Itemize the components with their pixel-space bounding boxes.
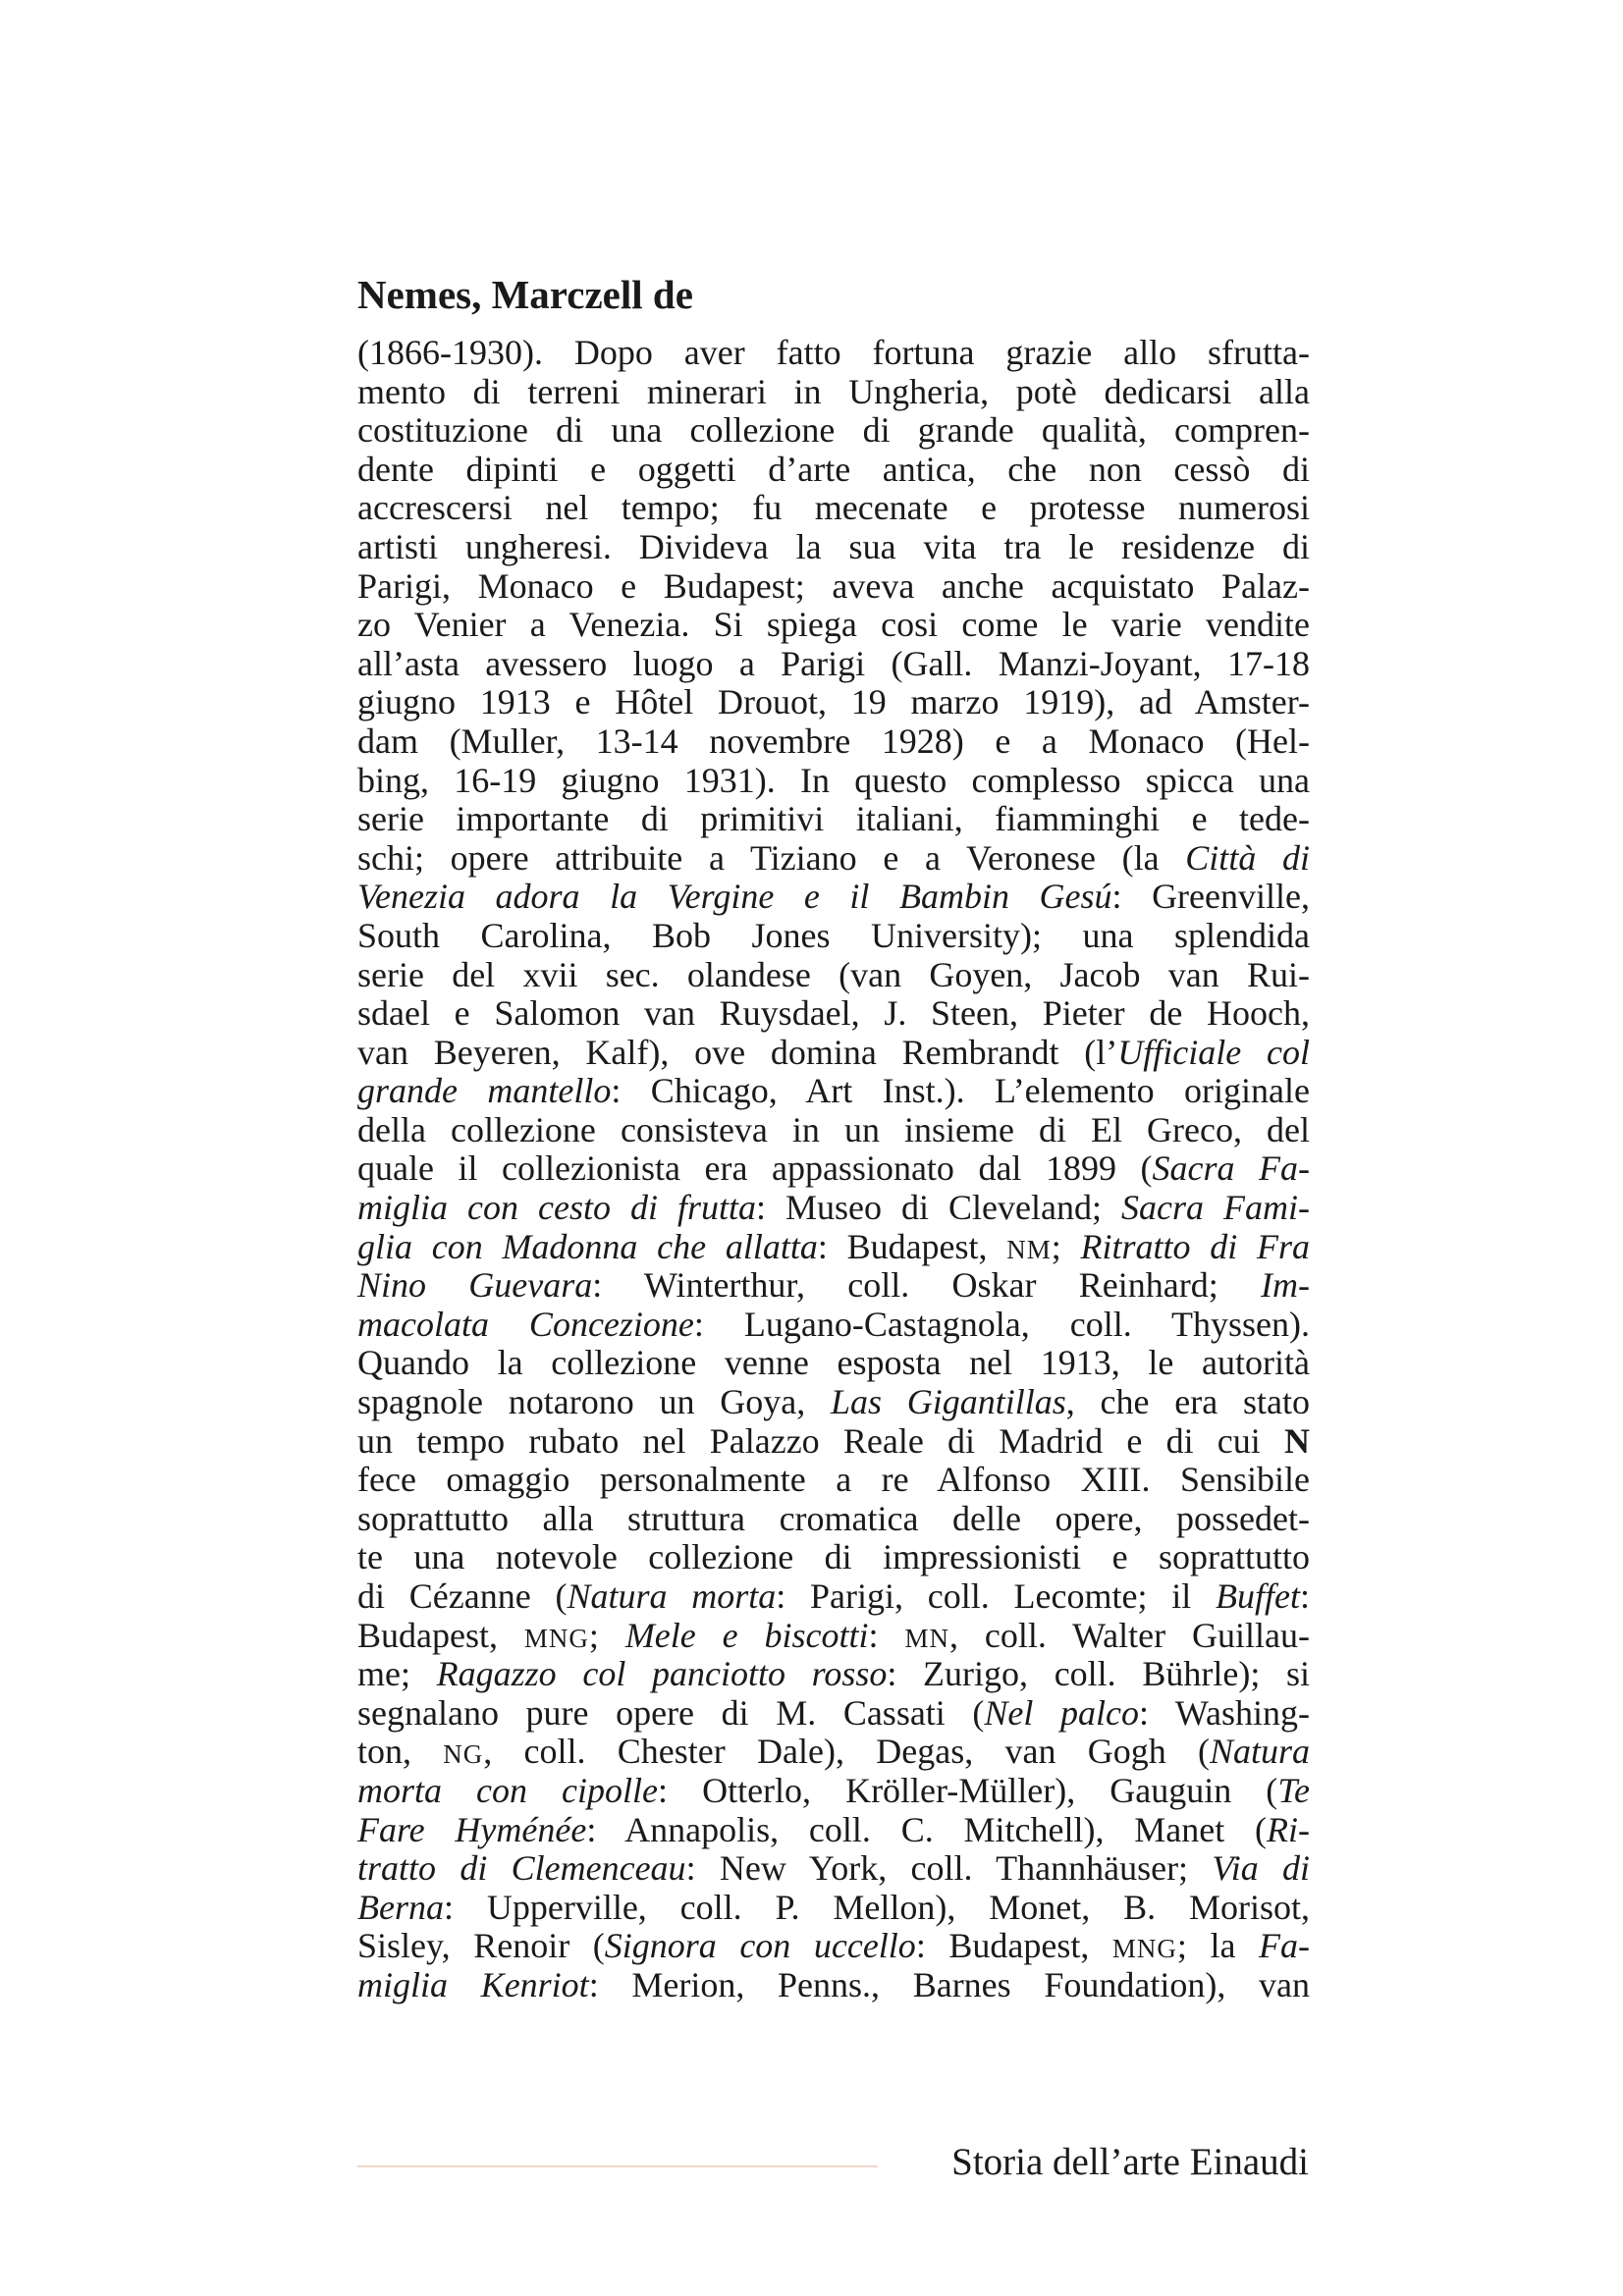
- text-line: [357, 528, 1310, 567]
- entry-title: Nemes, Marczell de: [357, 272, 693, 317]
- text-line: [357, 334, 1310, 373]
- italic-title: grande mantello: [357, 1071, 612, 1111]
- text-line: [357, 567, 1310, 607]
- text-segment: mento di terreni minerari in Ungheria, potè dedicarsi alla: [357, 371, 1310, 411]
- museum-abbreviation: MN: [904, 1623, 949, 1653]
- italic-title: Sacra Fami-: [1121, 1188, 1310, 1228]
- text-line: [357, 1811, 1310, 1850]
- text-segment: : Parigi, coll. Lecomte; il: [776, 1576, 1216, 1616]
- museum-abbreviation: NG: [443, 1739, 484, 1770]
- text-segment: zo Venier a Venezia. Si spiega cosi come le varie vendite: [357, 605, 1310, 645]
- text-line: [357, 1772, 1310, 1811]
- text-segment: Budapest,: [357, 1615, 524, 1655]
- italic-title: Ragazzo col panciotto rosso: [436, 1654, 888, 1694]
- text-segment: :: [868, 1615, 905, 1655]
- text-line: [357, 878, 1310, 917]
- italic-title: Ufficiale col: [1117, 1032, 1310, 1072]
- italic-title: Natura: [1209, 1732, 1310, 1772]
- text-segment: : Budapest,: [817, 1226, 1007, 1266]
- text-line: [357, 1500, 1310, 1539]
- text-segment: : Chicago, Art Inst.). L’elemento originale: [611, 1071, 1310, 1111]
- text-line: [357, 800, 1310, 839]
- text-segment: Quando la collezione venne esposta nel 1913, le autorità: [357, 1343, 1310, 1383]
- text-line: [357, 1538, 1310, 1577]
- text-line: [357, 606, 1310, 645]
- italic-title: Via di: [1212, 1848, 1311, 1889]
- text-line: [357, 1228, 1310, 1267]
- text-line: [357, 1849, 1310, 1889]
- text-line: [357, 956, 1310, 995]
- italic-title: Buffet: [1215, 1576, 1300, 1616]
- text-segment: segnalano pure opere di M. Cassati (: [357, 1692, 985, 1733]
- text-segment: ton,: [357, 1732, 444, 1772]
- text-segment: : Washing-: [1138, 1692, 1310, 1733]
- italic-title: Sacra Fa-: [1152, 1148, 1310, 1189]
- text-segment: all’asta avessero luogo a Parigi (Gall. Manzi-Joyant, 17-18: [357, 643, 1310, 683]
- text-segment: dente dipinti e oggetti d’arte antica, che non cessò di: [357, 449, 1310, 489]
- italic-title: glia con Madonna che allatta: [357, 1226, 818, 1266]
- text-segment: artisti ungheresi. Divideva la sua vita tra le residenze di: [357, 526, 1310, 566]
- text-segment: : Annapolis, coll. C. Mitchell), Manet (: [586, 1809, 1268, 1849]
- italic-title: Nel palco: [984, 1692, 1139, 1733]
- text-line: [357, 1034, 1310, 1073]
- text-segment: : Merion, Penns., Barnes Foundation), van: [588, 1964, 1310, 2004]
- text-line: [357, 683, 1310, 722]
- italic-title: miglia Kenriot: [357, 1964, 589, 2004]
- text-line: [357, 645, 1310, 684]
- italic-title: morta con cipolle: [357, 1770, 659, 1810]
- text-segment: un tempo rubato nel Palazzo Reale di Madrid e di cui: [357, 1420, 1284, 1461]
- italic-title: Te: [1277, 1770, 1311, 1810]
- text-line: [357, 994, 1310, 1034]
- text-segment: : Upperville, coll. P. Mellon), Monet, B. Morisot,: [443, 1887, 1310, 1927]
- text-segment: :: [1299, 1576, 1310, 1616]
- text-line: [357, 1266, 1310, 1306]
- text-segment: serie del xvii sec. olandese (van Goyen, Jacob van Rui-: [357, 954, 1310, 994]
- text-line: [357, 1461, 1310, 1500]
- italic-title: Las Gigantillas: [830, 1382, 1066, 1422]
- text-segment: : Greenville,: [1111, 877, 1310, 917]
- text-line: [357, 1306, 1310, 1345]
- text-segment: : Winterthur, coll. Oskar Reinhard;: [592, 1265, 1262, 1306]
- text-segment: costituzione di una collezione di grande qualità, compren-: [357, 410, 1310, 451]
- museum-abbreviation: MNG: [523, 1623, 589, 1653]
- italic-title: Ri-: [1267, 1809, 1310, 1849]
- text-line: [357, 917, 1310, 956]
- italic-title: miglia con cesto di frutta: [357, 1188, 757, 1228]
- text-line: [357, 1655, 1310, 1694]
- text-segment: della collezione consisteva in un insieme di El Greco, del: [357, 1109, 1310, 1149]
- text-line: [357, 373, 1310, 412]
- museum-abbreviation: MNG: [1111, 1934, 1177, 1964]
- text-line: [357, 1189, 1310, 1228]
- italic-title: Fare Hyménée: [357, 1809, 587, 1849]
- text-segment: quale il collezionista era appassionato dal 1899 (: [357, 1148, 1153, 1189]
- text-line: [357, 1422, 1310, 1462]
- text-line: [357, 1149, 1310, 1189]
- text-segment: me;: [357, 1654, 437, 1694]
- text-line: [357, 489, 1310, 528]
- text-segment: Sisley, Renoir (: [357, 1926, 605, 1966]
- text-segment: van Beyeren, Kalf), ove domina Rembrandt (l’: [357, 1032, 1118, 1072]
- text-segment: sdael e Salomon van Ruysdael, J. Steen, Pieter de Hooch,: [357, 993, 1310, 1034]
- italic-title: tratto di Clemenceau: [357, 1848, 686, 1889]
- text-line: [357, 1383, 1310, 1422]
- text-line: [357, 1694, 1310, 1734]
- italic-title: Venezia adora la Vergine e il Bambin Gesú: [357, 877, 1112, 917]
- italic-title: Nino Guevara: [357, 1265, 593, 1306]
- text-line: [357, 1966, 1310, 2005]
- text-segment: : Otterlo, Kröller-Müller), Gauguin (: [658, 1770, 1278, 1810]
- text-segment: soprattutto alla struttura cromatica delle opere, possedet-: [357, 1498, 1310, 1538]
- text-line: [357, 1733, 1310, 1772]
- text-segment: dam (Muller, 13-14 novembre 1928) e a Monaco (Hel-: [357, 721, 1310, 761]
- text-line: [357, 451, 1310, 490]
- text-segment: ;: [588, 1615, 625, 1655]
- text-segment: , coll. Walter Guillau-: [948, 1615, 1310, 1655]
- italic-title: macolata Concezione: [357, 1304, 694, 1344]
- italic-title: Ritratto di Fra: [1080, 1226, 1310, 1266]
- text-segment: giugno 1913 e Hôtel Drouot, 19 marzo 1919), ad Amster-: [357, 682, 1310, 722]
- museum-abbreviation: NM: [1006, 1234, 1052, 1264]
- bold-abbreviation: N: [1284, 1420, 1310, 1461]
- text-line: [357, 1111, 1310, 1150]
- text-line: [357, 762, 1310, 801]
- italic-title: Città di: [1185, 837, 1311, 878]
- text-line: [357, 722, 1310, 762]
- italic-title: Signora con uccello: [604, 1926, 916, 1966]
- text-segment: : Zurigo, coll. Bührle); si: [887, 1654, 1311, 1694]
- text-line: [357, 839, 1310, 879]
- text-segment: bing, 16-19 giugno 1931). In questo complesso spicca una: [357, 760, 1310, 800]
- text-segment: (1866-1930). Dopo aver fatto fortuna grazie allo sfrutta-: [357, 333, 1310, 372]
- text-segment: South Carolina, Bob Jones University); una splendida: [357, 915, 1310, 955]
- italic-title: Natura morta: [567, 1576, 777, 1616]
- text-line: [357, 1889, 1310, 1928]
- italic-title: Mele e biscotti: [624, 1615, 869, 1655]
- text-segment: : New York, coll. Thannhäuser;: [685, 1848, 1213, 1889]
- text-line: [357, 1072, 1310, 1111]
- text-segment: fece omaggio personalmente a re Alfonso XIII. Sensibile: [357, 1460, 1310, 1500]
- text-line: [357, 1927, 1310, 1966]
- text-segment: , che era stato: [1065, 1382, 1310, 1422]
- text-line: [357, 1617, 1310, 1656]
- italic-title: Fa-: [1259, 1926, 1310, 1966]
- text-line: [357, 1344, 1310, 1383]
- text-segment: , coll. Chester Dale), Degas, van Gogh (: [483, 1732, 1210, 1772]
- text-segment: schi; opere attribuite a Tiziano e a Veronese (la: [357, 837, 1186, 878]
- italic-title: Berna: [357, 1887, 444, 1927]
- text-line: [357, 1577, 1310, 1617]
- text-segment: accrescersi nel tempo; fu mecenate e protesse numerosi: [357, 488, 1310, 528]
- italic-title: Im-: [1261, 1265, 1310, 1306]
- text-segment: te una notevole collezione di impressionisti e soprattutto: [357, 1537, 1310, 1577]
- entry-body: [357, 334, 1310, 2005]
- footer-divider: [357, 2165, 878, 2167]
- text-segment: di Cézanne (: [357, 1576, 568, 1616]
- text-segment: Parigi, Monaco e Budapest; aveva anche acquistato Palaz-: [357, 565, 1310, 606]
- text-segment: : Museo di Cleveland;: [756, 1188, 1122, 1228]
- footer-publication-title: Storia dell’arte Einaudi: [951, 2141, 1309, 2183]
- text-line: [357, 411, 1310, 451]
- text-segment: serie importante di primitivi italiani, fiamminghi e tede-: [357, 799, 1310, 839]
- text-segment: : Budapest,: [915, 1926, 1112, 1966]
- text-segment: spagnole notarono un Goya,: [357, 1382, 831, 1422]
- text-segment: ; la: [1176, 1926, 1260, 1966]
- text-segment: : Lugano-Castagnola, coll. Thyssen).: [693, 1304, 1310, 1344]
- text-segment: ;: [1051, 1226, 1081, 1266]
